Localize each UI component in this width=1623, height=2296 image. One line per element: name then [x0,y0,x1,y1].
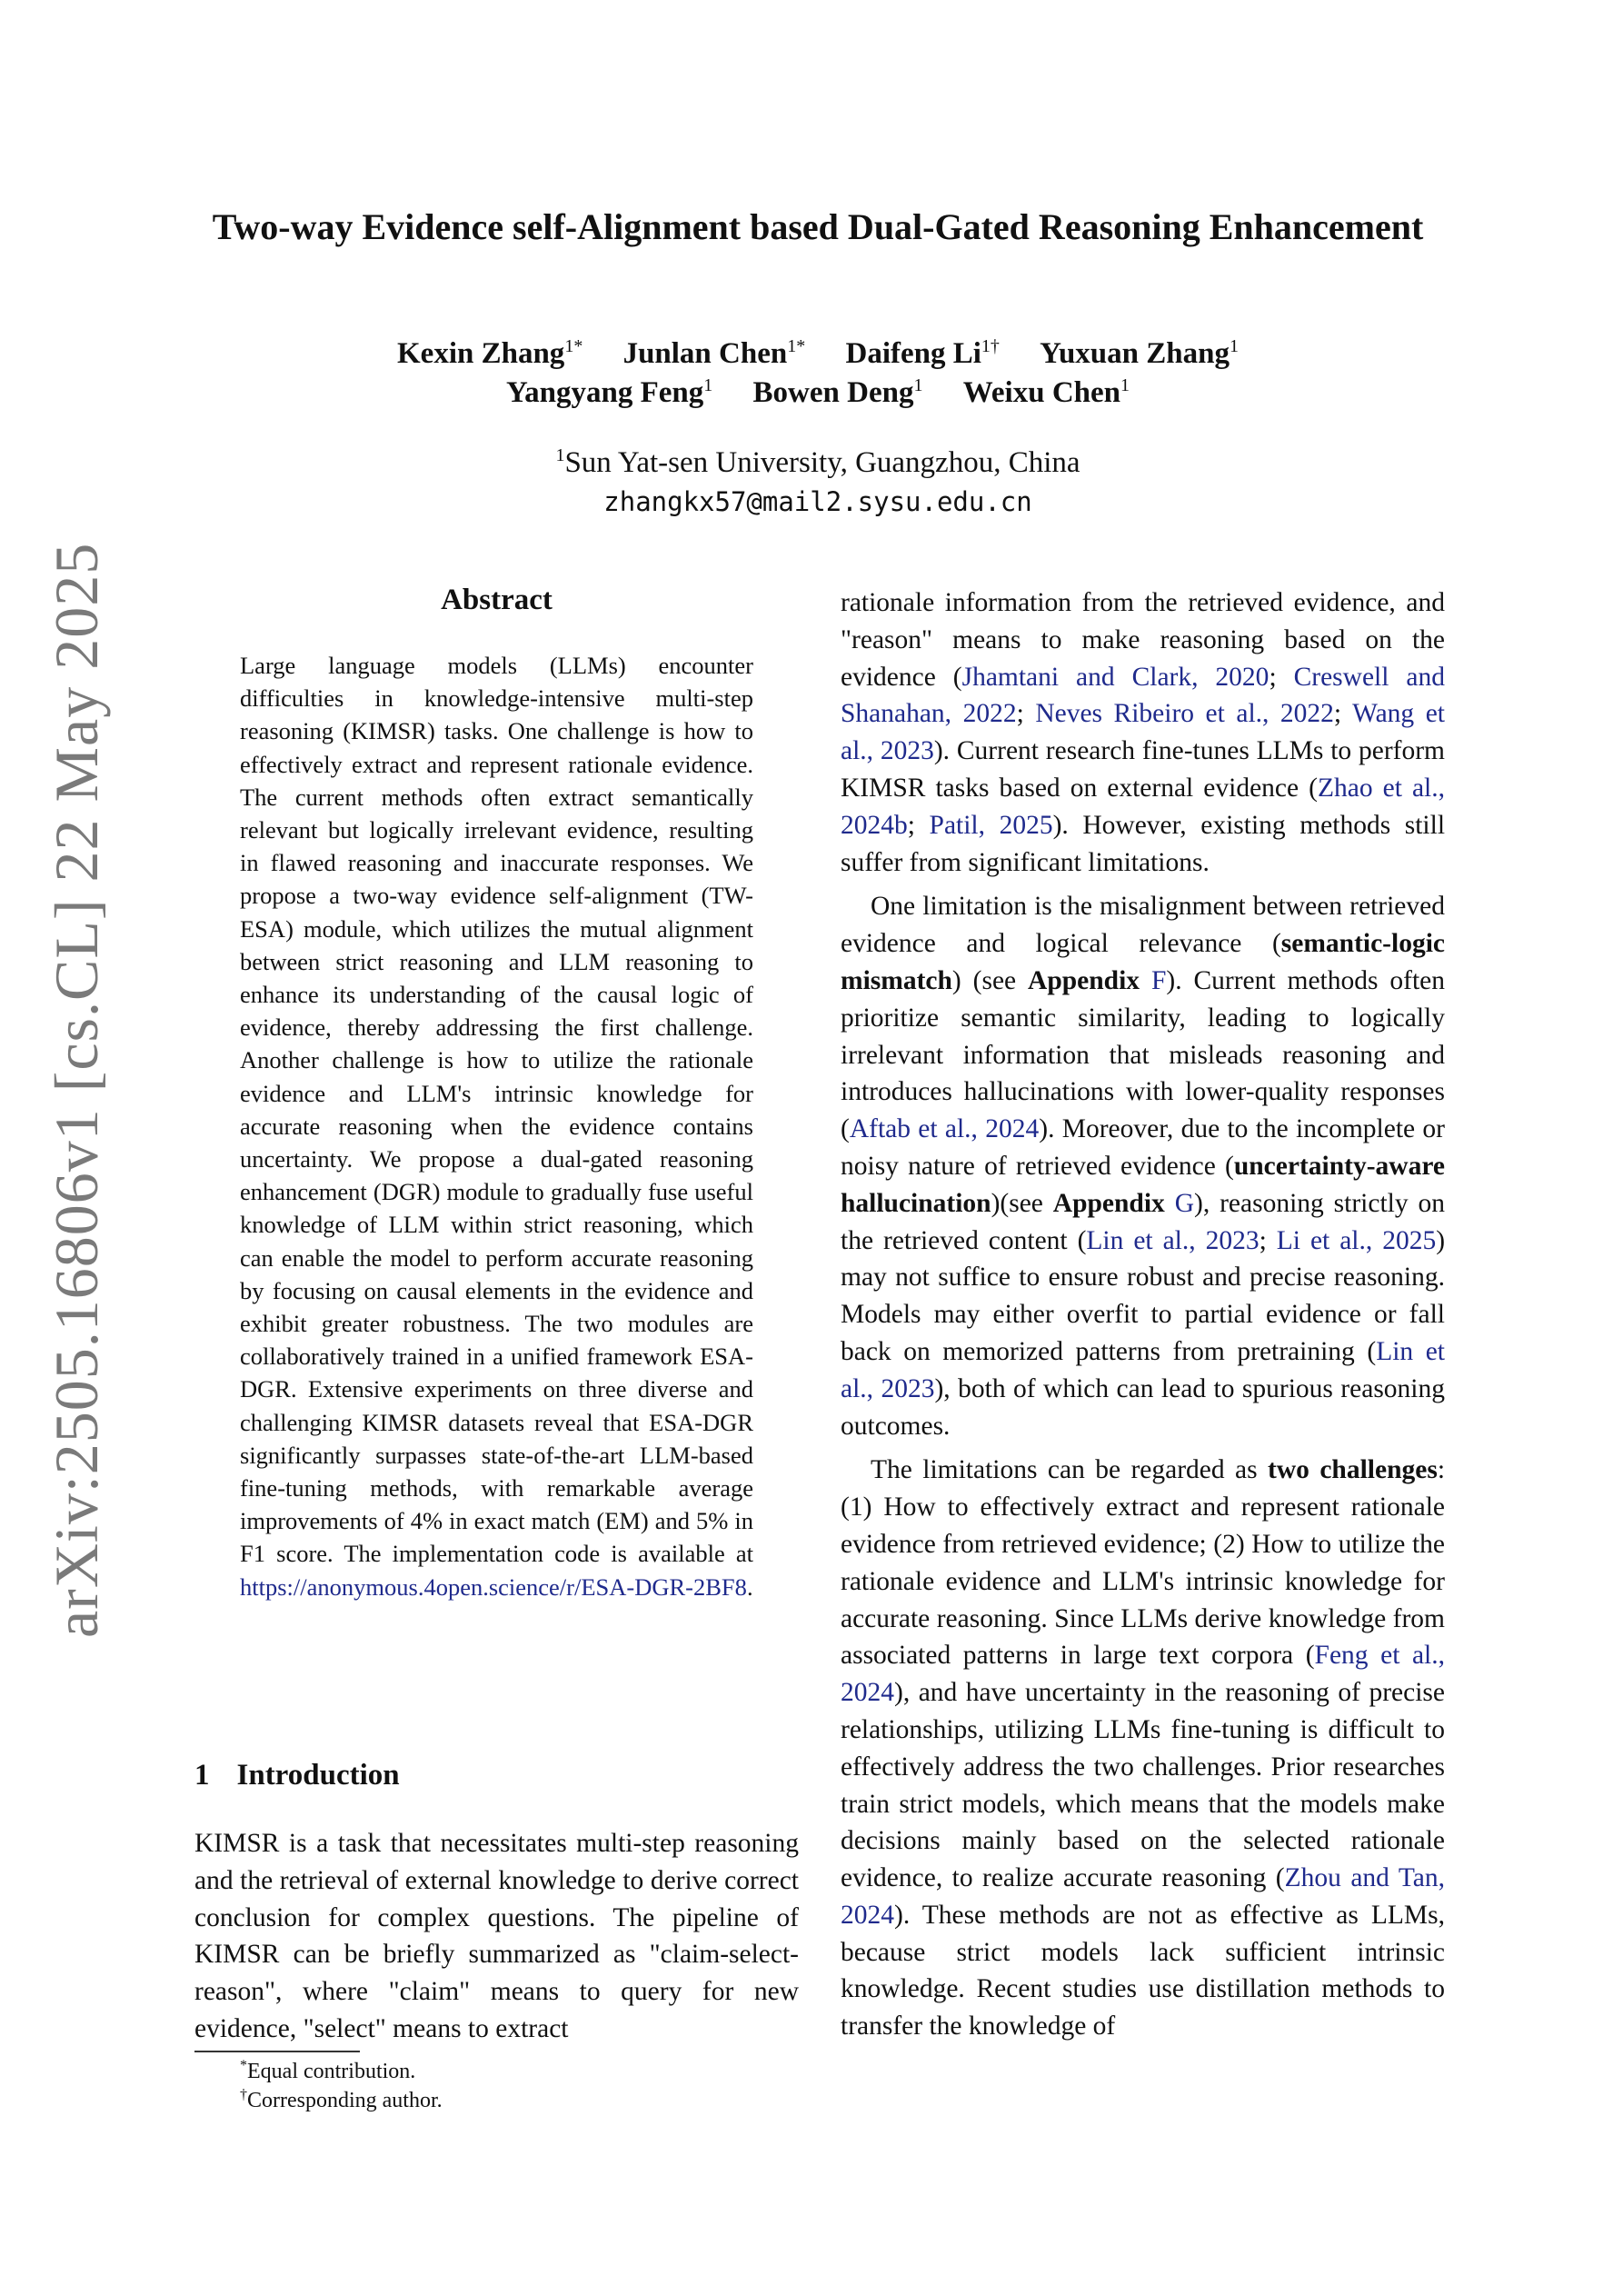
abstract-text: Large language models (LLMs) encounter difficulties in knowledge-intensive multi-step reasoning (KIMSR) tasks. One challenge is how to effectively extract and represent rationale evidence. The current methods often extract semantically relevant but logically irrelevant evidence, resulting in flawed reasoning and inaccurate responses. We propose a two-way evidence self-alignment (TW-ESA) module, which utilizes the mutual alignment between strict reasoning and LLM reasoning to enhance its understanding of the causal logic of evidence, thereby addressing the first challenge. Another challenge is how to utilize the rationale evidence and LLM's intrinsic knowledge for accurate reasoning when the evidence contains uncertainty. We propose a dual-gated reasoning enhancement (DGR) module to gradually fuse useful knowledge of LLM within strict reasoning, which can enable the model to perform accurate reasoning by focusing on causal elements in the evidence and exhibit greater robustness. The two modules are collaboratively trained in a unified framework ESA-DGR. Extensive experiments on three diverse and challenging KIMSR datasets reveal that ESA-DGR significantly surpasses state-of-the-art LLM-based fine-tuning methods, with remarkable average improvements of 4% in exact match (EM) and 5% in F1 score. The implementation code is available at https://anonymous.4open.science/r/ESA-DGR-2BF8. [240,652,753,1601]
author: Yuxuan Zhang$^1$ [1040,336,1239,370]
text-run: ). However, existing methods still suffer from significant limitations. [841,810,1446,877]
author: Bowen Deng$^1$ [752,375,923,409]
emphasis-text: semantic-logic mismatch [841,929,1445,995]
citation-link[interactable]: Patil, 2025 [929,810,1053,840]
text-run: ; [1269,662,1294,692]
text-run: ) may not suffice to ensure robust and precise reasoning. Models may either overfit to partial evidence or fall back on memorized patterns from pretraining ( [841,1225,1446,1366]
author: Junlan Chen$^{1*}$ [622,336,806,370]
text-run: ) (see [951,965,1029,995]
affiliation: $^1$Sun Yat-sen University, Guangzhou, China [555,445,1080,479]
text-run: ), both of which can lead to spurious reasoning outcomes. [841,1373,1445,1441]
right-column [841,584,1445,2045]
arxiv-identifier-stamp: arXiv:2505.16806v1 [cs.CL] 22 May 2025 [42,542,111,1638]
citation-link[interactable]: Zhao et al., 2024b [841,773,1446,840]
text-run: : (1) How to effectively extract and represent rationale evidence from retrieved evidence; (2) How to utilize the rationale evidence and LLM's intrinsic knowledge for accurate reasoning. Since LLMs derive knowledge from associated patterns in large text corpora ( [841,1455,1446,1671]
citation-link[interactable]: Li et al., 2025 [1276,1225,1437,1255]
citation-link[interactable]: Jhamtani and Clark, 2020 [961,662,1270,692]
text-run: ). Moreover, due to the incomplete or noisy nature of retrieved evidence ( [841,1114,1445,1181]
author-line-2 [182,366,1454,412]
abstract-heading: Abstract [441,584,553,616]
text-run: One limitation is the misalignment between retrieved evidence and logical relevance ( [841,892,1445,959]
citation-link[interactable]: Feng et al., 2024 [841,1641,1445,1708]
text-run: ; [1016,699,1036,729]
text-run: ). Current methods often prioritize semantic similarity, leading to logically irrelevant information that misleads reasoning and introduces hallucinations with lower-quality responses ( [841,965,1445,1144]
text-run: ). These methods are not as effective as LLMs, because strict models lack sufficient intrinsic knowledge. Recent studies use distillation methods to transfer the knowledge of [841,1900,1445,2041]
citation-link[interactable]: Zhou and Tan, 2024 [841,1863,1445,1930]
paragraph [841,584,1445,881]
citation-link[interactable]: Lin et al., 2023 [1086,1225,1260,1255]
paragraph [841,1452,1445,2045]
text-run [1165,1189,1175,1218]
footnote-corresponding-author: †Corresponding author. [240,2087,443,2112]
paragraph [841,888,1445,1444]
author: Weixu Chen$^1$ [962,375,1130,409]
emphasis-text: Appendix [1028,965,1140,995]
text-run: ; [1259,1225,1277,1255]
text-run: )(see [991,1188,1053,1218]
code-link[interactable]: https://anonymous.4open.science/r/ESA-DGR-2BF8 [240,1572,747,1601]
author-email[interactable]: zhangkx57@mail2.sysu.edu.cn [603,486,1032,517]
footnote-divider [194,2051,360,2052]
text-run: rationale information from the retrieved evidence, and "reason" means to make reasoning based on the evidence ( [841,588,1445,692]
citation-link[interactable]: Creswell and Shanahan, 2022 [841,662,1445,729]
author: Kexin Zhang$^{1*}$ [397,336,583,370]
footnote-equal-contribution: *Equal contribution. [240,2058,416,2083]
citation-link[interactable]: F [1150,965,1167,995]
text-run: ), and have uncertainty in the reasoning of precise relationships, utilizing LLMs fine-tuning is difficult to effectively address the two challenges. Prior researches train strict models, which means that the models make decisions mainly based on the selected rationale evidence, to realize accurate reasoning ( [841,1678,1445,1893]
paper-title: Two-way Evidence self-Alignment based Dual-Gated Reasoning Enhancement [212,206,1424,247]
citation-link[interactable]: Wang et al., 2023 [841,699,1445,766]
emphasis-text: two challenges [1268,1455,1438,1485]
text-run: ). Current research fine-tunes LLMs to perform KIMSR tasks based on external evidence ( [841,736,1445,803]
emphasis-text: Appendix [1052,1188,1165,1218]
introduction-paragraph: KIMSR is a task that necessitates multi-step reasoning and the retrieval of external knowledge to derive correct conclusion for complex questions. The pipeline of KIMSR can be briefly summarized as "claim-select-reason", where "claim" means to query for new evidence, "select" means to extract [194,1829,799,2043]
emphasis-text: uncertainty-aware hallucination [841,1151,1445,1218]
section-heading-introduction: 1 Introduction [194,1759,400,1792]
citation-link[interactable]: Lin et al., 2023 [841,1336,1445,1403]
citation-link[interactable]: G [1174,1188,1194,1218]
text-run: ), reasoning strictly on the retrieved content ( [841,1188,1445,1255]
citation-link[interactable]: Neves Ribeiro et al., 2022 [1035,699,1334,729]
text-run: The limitations can be regarded as [871,1455,1269,1485]
author: Yangyang Feng$^1$ [505,375,713,409]
author: Daifeng $Li^{1\dagger}$ [845,336,1000,370]
text-run: ; [1333,699,1353,729]
text-run: ; [907,810,930,840]
text-run [1140,966,1151,995]
citation-link[interactable]: Aftab et al., 2024 [849,1114,1040,1144]
